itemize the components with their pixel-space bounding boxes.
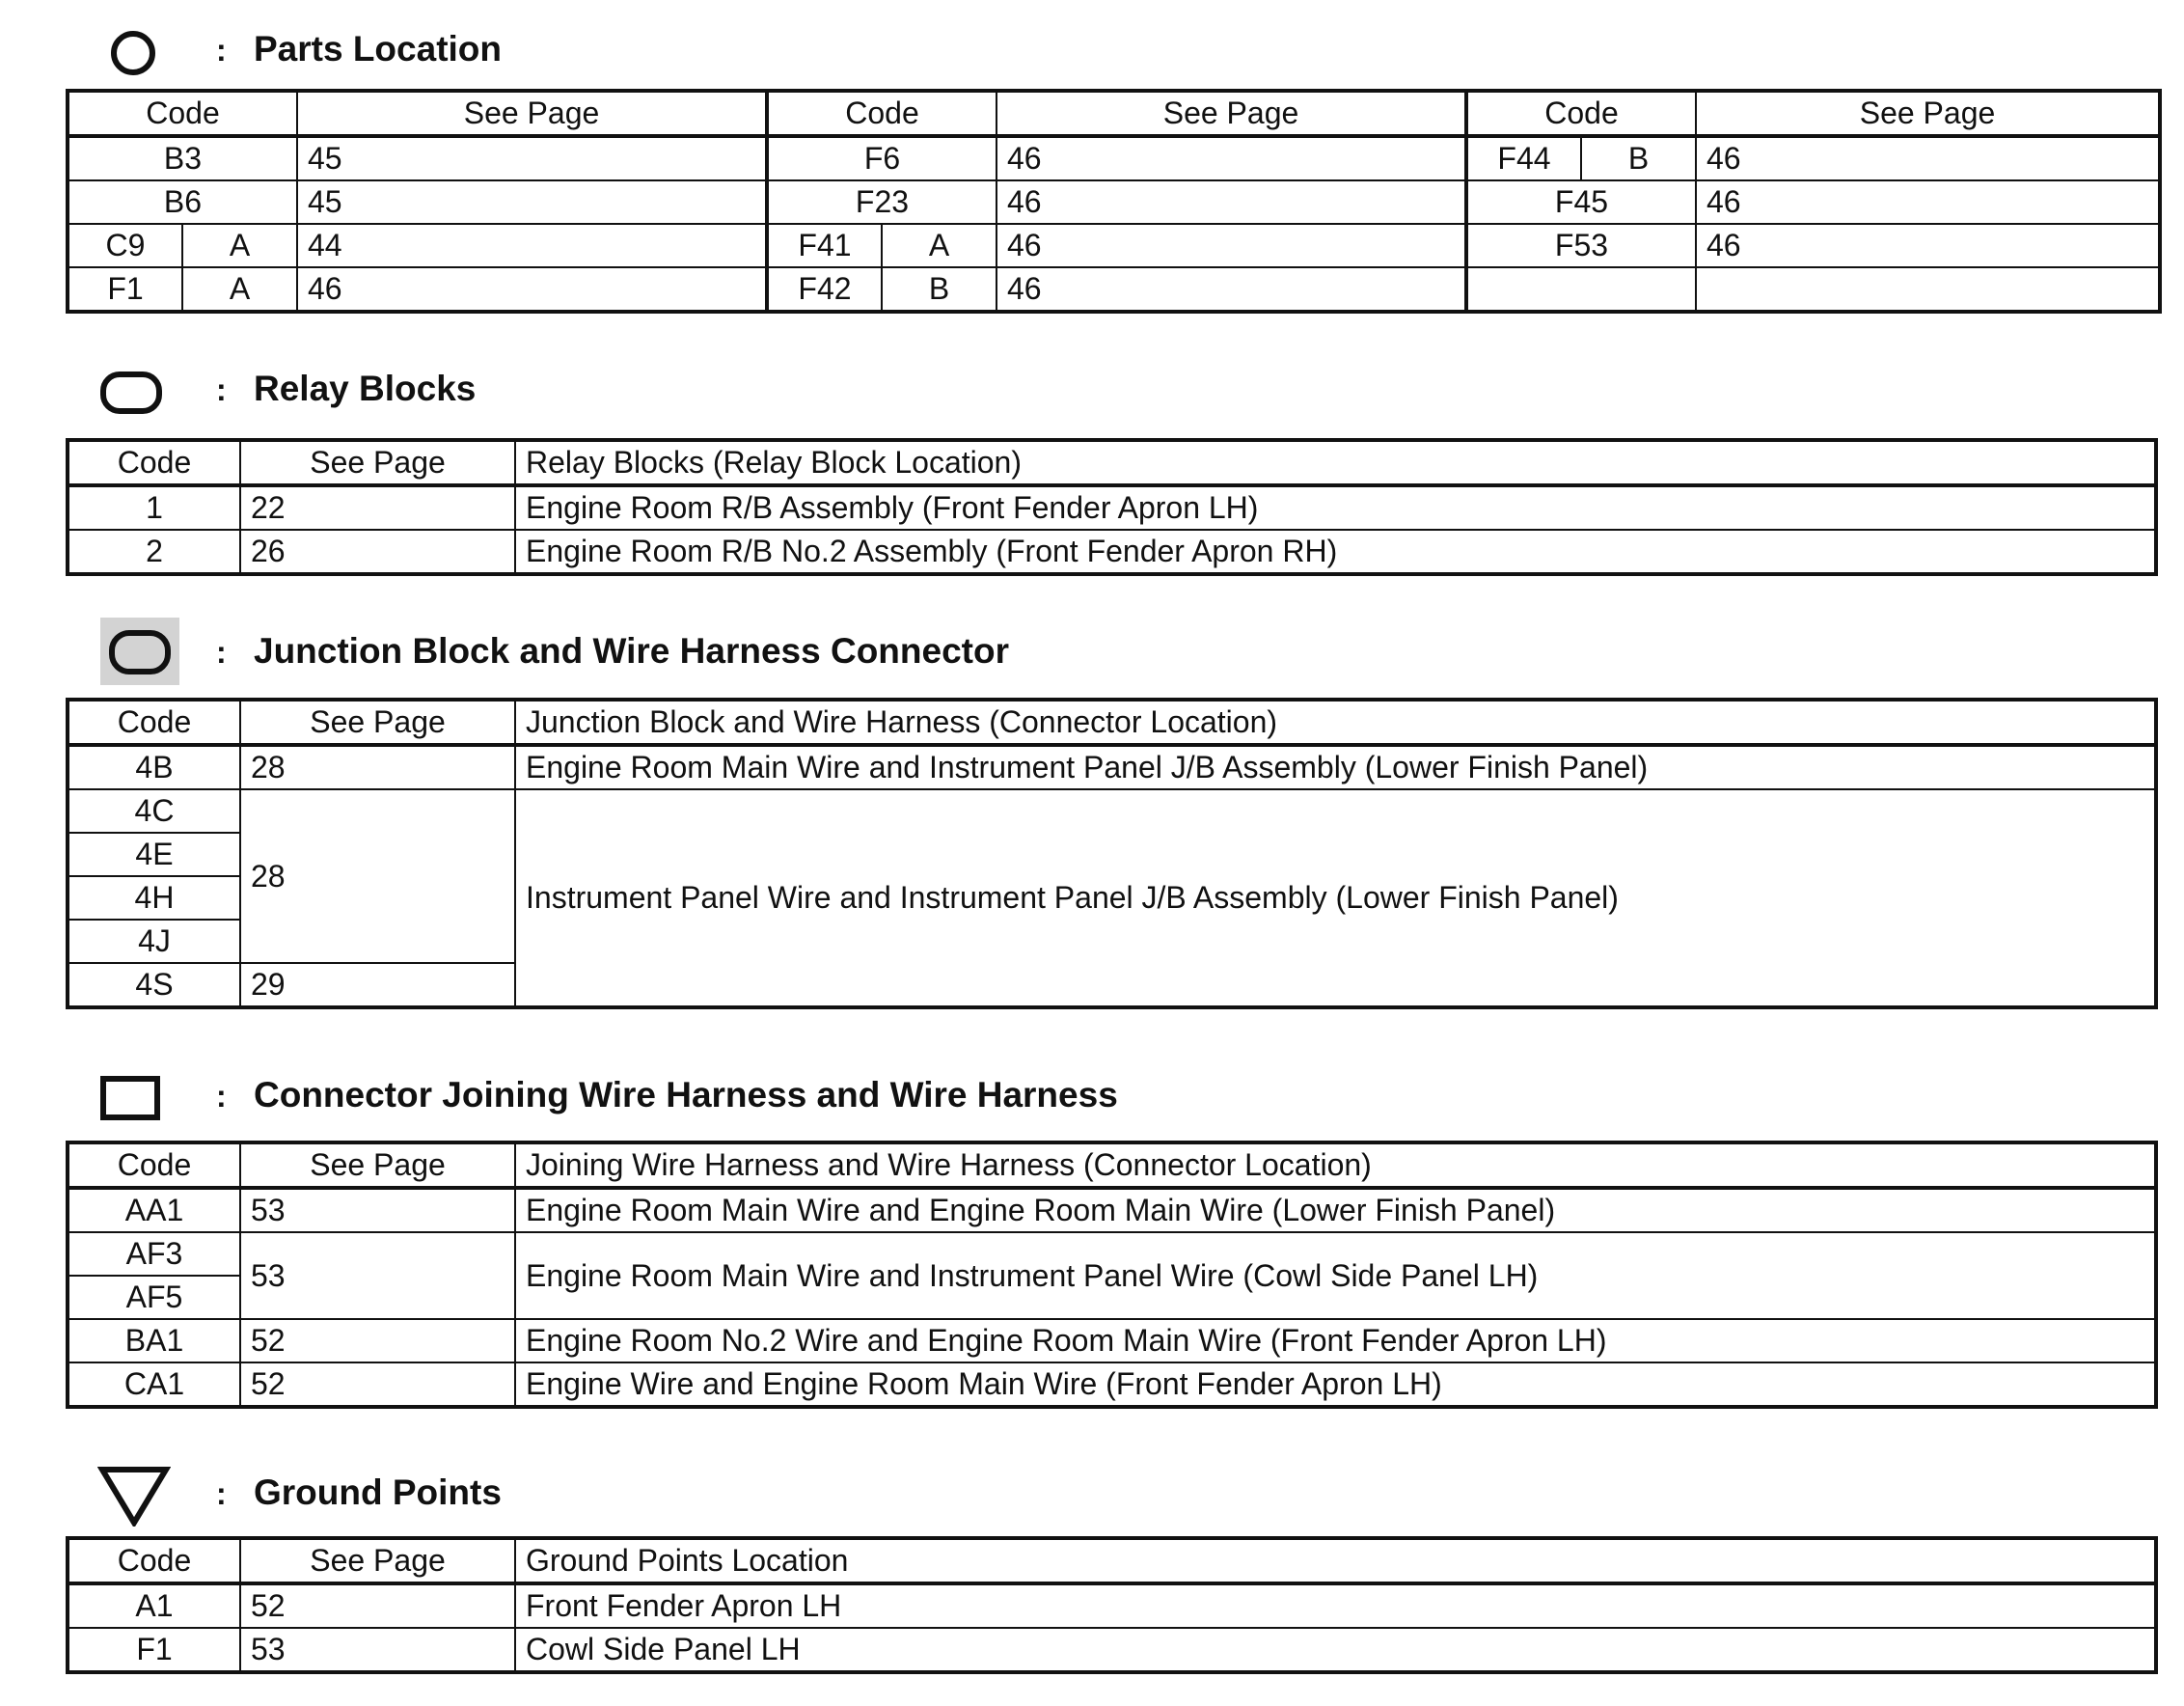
page-cell: 53: [240, 1188, 515, 1232]
page-cell: 28: [240, 745, 515, 789]
relay-blocks-heading: [0, 353, 2184, 430]
page-cell: 52: [240, 1319, 515, 1362]
heading-colon: :: [216, 635, 227, 670]
section-title: Parts Location: [254, 29, 502, 69]
heading-colon: :: [216, 1476, 227, 1511]
parts-location-heading: [0, 14, 2184, 91]
circle-icon: [109, 29, 157, 77]
rounded-rect-icon: [99, 371, 163, 415]
header-cell: See Page: [297, 91, 767, 136]
table-row: [68, 1583, 2156, 1628]
code-cell: 4H: [68, 876, 240, 920]
sub-code-cell: A: [182, 224, 297, 267]
table-header-row: [68, 1142, 2156, 1188]
header-cell: See Page: [240, 1142, 515, 1188]
square-icon: [99, 1075, 161, 1121]
location-cell: Front Fender Apron LH: [515, 1583, 2156, 1628]
page-cell: 29: [240, 963, 515, 1007]
page-cell: 28: [240, 789, 515, 963]
page-cell: 53: [240, 1628, 515, 1672]
code-cell: CA1: [68, 1362, 240, 1407]
page-cell: 46: [297, 267, 767, 312]
section-title: Relay Blocks: [254, 369, 477, 408]
table-row: [68, 530, 2156, 574]
header-cell: See Page: [240, 700, 515, 745]
code-cell: F6: [767, 136, 996, 180]
header-cell: Code: [767, 91, 996, 136]
table-row: [68, 485, 2156, 530]
location-cell: Engine Room R/B Assembly (Front Fender Apron LH): [515, 485, 2156, 530]
parts-location-table: [66, 89, 2162, 314]
sub-code-cell: B: [882, 267, 996, 312]
heading-colon: :: [216, 1079, 227, 1114]
code-cell: AF3: [68, 1232, 240, 1276]
table-row: [68, 1319, 2156, 1362]
location-cell: Engine Room Main Wire and Instrument Panel J/B Assembly (Lower Finish Panel): [515, 745, 2156, 789]
table-row: [68, 180, 2160, 224]
table-header-row: [68, 91, 2160, 136]
header-cell: See Page: [240, 1538, 515, 1583]
code-cell: 2: [68, 530, 240, 574]
table-row: [68, 1188, 2156, 1232]
code-cell: F44: [1466, 136, 1581, 180]
page-cell: 46: [996, 224, 1466, 267]
code-cell: 1: [68, 485, 240, 530]
page-cell: 22: [240, 485, 515, 530]
header-cell: See Page: [996, 91, 1466, 136]
code-cell: F41: [767, 224, 882, 267]
header-cell: Code: [1466, 91, 1696, 136]
page-cell: 46: [1696, 180, 2160, 224]
code-cell: F23: [767, 180, 996, 224]
table-row: [68, 224, 2160, 267]
code-cell: A1: [68, 1583, 240, 1628]
table-row: [68, 789, 2156, 833]
header-cell: Code: [68, 91, 297, 136]
location-cell: Engine Wire and Engine Room Main Wire (Front Fender Apron LH): [515, 1362, 2156, 1407]
section-title: Junction Block and Wire Harness Connector: [254, 631, 1009, 671]
code-cell: BA1: [68, 1319, 240, 1362]
code-cell: 4B: [68, 745, 240, 789]
table-row: [68, 136, 2160, 180]
code-cell: 4J: [68, 920, 240, 963]
location-cell: Engine Room R/B No.2 Assembly (Front Fender Apron RH): [515, 530, 2156, 574]
page-cell: 52: [240, 1362, 515, 1407]
shaded-rounded-rect-icon: [108, 629, 172, 675]
code-cell: 4S: [68, 963, 240, 1007]
section-title: Connector Joining Wire Harness and Wire Harness: [254, 1075, 1118, 1114]
junction-block-heading: [0, 614, 2184, 691]
location-cell: Engine Room No.2 Wire and Engine Room Main Wire (Front Fender Apron LH): [515, 1319, 2156, 1362]
location-cell: Engine Room Main Wire and Instrument Panel Wire (Cowl Side Panel LH): [515, 1232, 2156, 1319]
location-cell: Instrument Panel Wire and Instrument Panel J/B Assembly (Lower Finish Panel): [515, 789, 2156, 1007]
header-cell: Code: [68, 440, 240, 485]
section-title: Ground Points: [254, 1472, 502, 1512]
code-cell: C9: [68, 224, 182, 267]
table-row: [68, 745, 2156, 789]
connector-joining-heading: [0, 1058, 2184, 1135]
location-cell: Cowl Side Panel LH: [515, 1628, 2156, 1672]
header-cell: Junction Block and Wire Harness (Connector Location): [515, 700, 2156, 745]
table-row: [68, 267, 2160, 312]
page-cell: 44: [297, 224, 767, 267]
table-row: [68, 1232, 2156, 1276]
page-cell: 45: [297, 180, 767, 224]
code-cell: AA1: [68, 1188, 240, 1232]
junction-block-table: [66, 698, 2158, 1009]
code-cell: 4C: [68, 789, 240, 833]
down-triangle-icon: [97, 1465, 171, 1527]
code-cell: B3: [68, 136, 297, 180]
header-cell: Relay Blocks (Relay Block Location): [515, 440, 2156, 485]
sub-code-cell: A: [882, 224, 996, 267]
header-cell: Code: [68, 1142, 240, 1188]
page-cell: 53: [240, 1232, 515, 1319]
code-cell: F45: [1466, 180, 1696, 224]
relay-blocks-table: [66, 438, 2158, 576]
page-cell: 45: [297, 136, 767, 180]
header-cell: See Page: [240, 440, 515, 485]
sub-code-cell: A: [182, 267, 297, 312]
code-cell: F42: [767, 267, 882, 312]
code-cell: F53: [1466, 224, 1696, 267]
page-cell: 52: [240, 1583, 515, 1628]
connector-joining-table: [66, 1141, 2158, 1409]
ground-points-table: [66, 1536, 2158, 1674]
heading-colon: :: [216, 372, 227, 407]
header-cell: Code: [68, 700, 240, 745]
heading-colon: :: [216, 33, 227, 68]
code-cell: F1: [68, 1628, 240, 1672]
page-cell: [1696, 267, 2160, 312]
page-cell: 46: [996, 180, 1466, 224]
page-cell: 46: [1696, 136, 2160, 180]
table-header-row: [68, 700, 2156, 745]
code-cell: F1: [68, 267, 182, 312]
code-cell: B6: [68, 180, 297, 224]
page-cell: 26: [240, 530, 515, 574]
code-cell: AF5: [68, 1276, 240, 1319]
table-row: [68, 1628, 2156, 1672]
header-cell: Joining Wire Harness and Wire Harness (Connector Location): [515, 1142, 2156, 1188]
page-cell: 46: [996, 136, 1466, 180]
header-cell: Ground Points Location: [515, 1538, 2156, 1583]
code-cell: 4E: [68, 833, 240, 876]
sub-code-cell: B: [1581, 136, 1696, 180]
code-cell: [1466, 267, 1696, 312]
table-header-row: [68, 440, 2156, 485]
header-cell: See Page: [1696, 91, 2160, 136]
page-cell: 46: [1696, 224, 2160, 267]
page-cell: 46: [996, 267, 1466, 312]
table-row: [68, 1362, 2156, 1407]
ground-points-heading: [0, 1455, 2184, 1532]
header-cell: Code: [68, 1538, 240, 1583]
table-header-row: [68, 1538, 2156, 1583]
location-cell: Engine Room Main Wire and Engine Room Main Wire (Lower Finish Panel): [515, 1188, 2156, 1232]
